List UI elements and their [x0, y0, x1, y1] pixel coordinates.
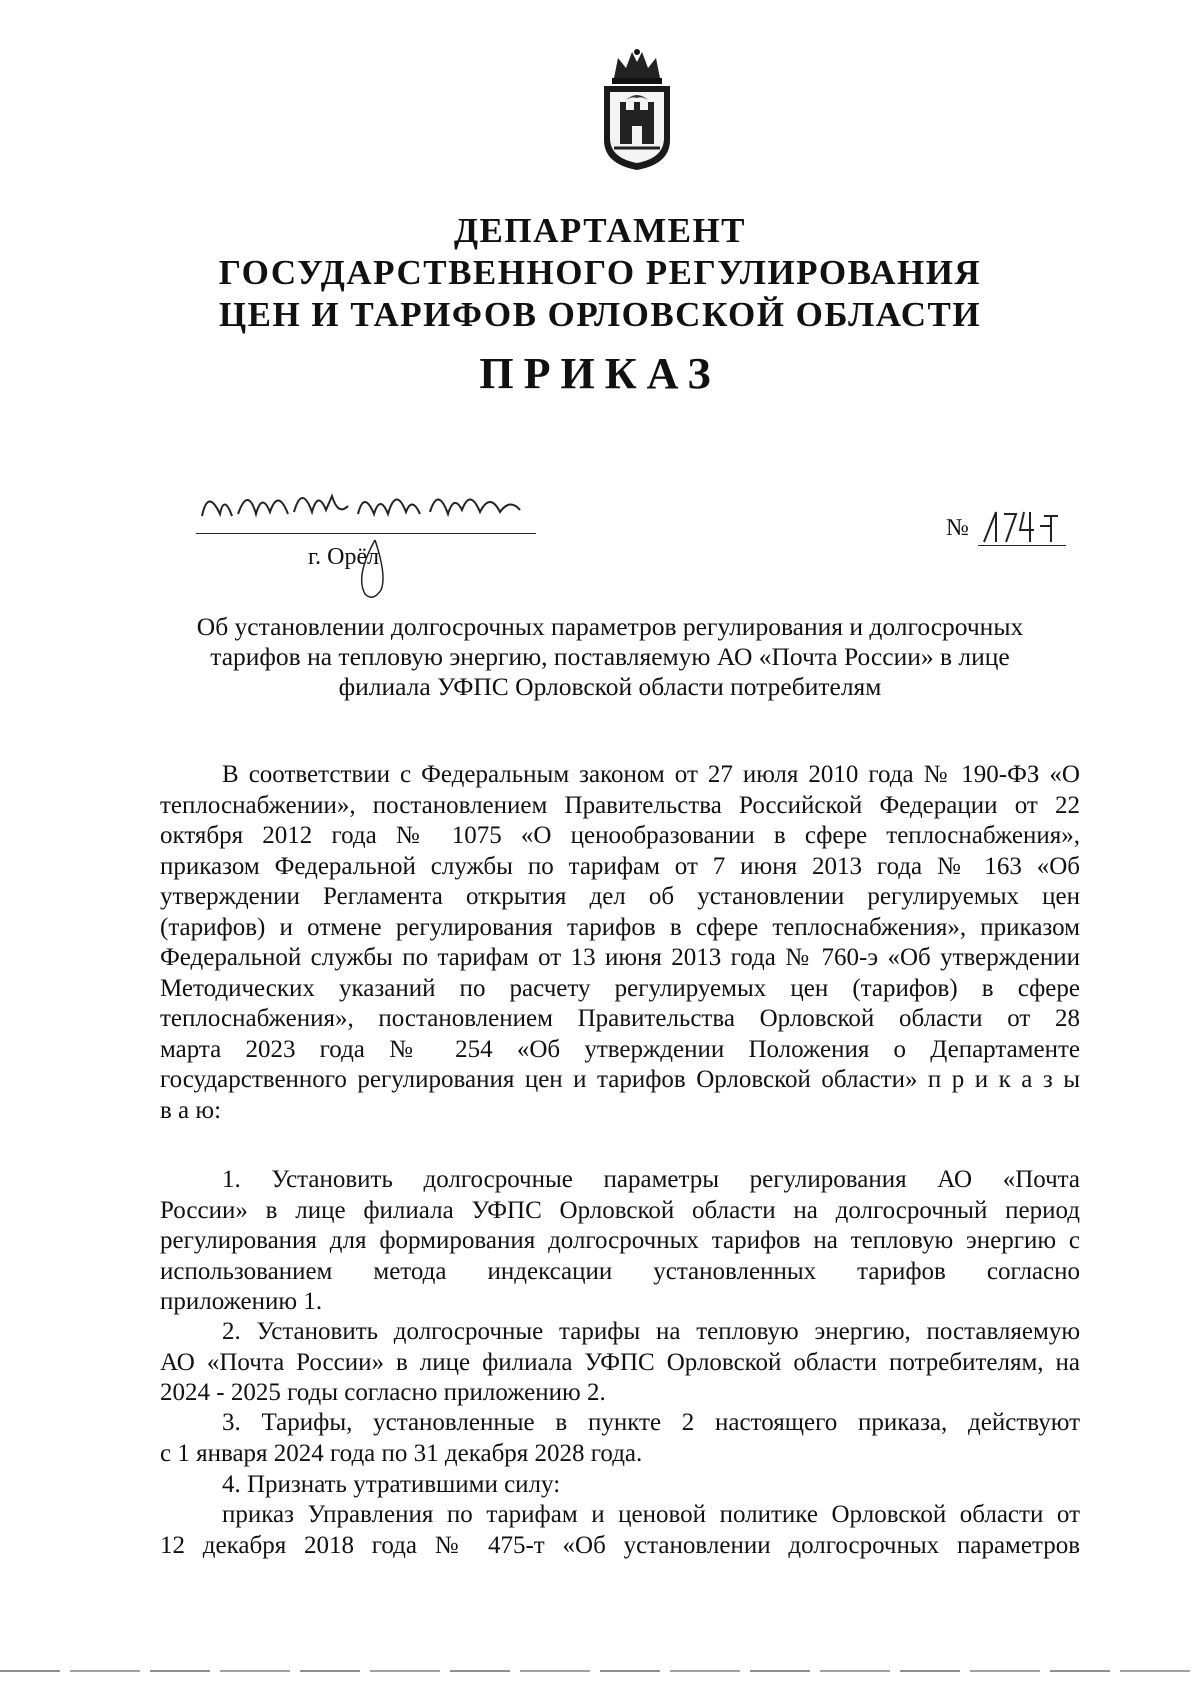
preamble-paragraph [160, 760, 1080, 1126]
text-line: приказ Управления по тарифам и ценовой политике Орловской области от [222, 1501, 1080, 1528]
subject-line: филиала УФПС Орловской области потребителям [338, 672, 882, 701]
subject-line: Об установлении долгосрочных параметров регулирования и долгосрочных [196, 612, 1024, 641]
handwritten-number [980, 506, 1060, 546]
text-line: с 1 января 2024 года по 31 декабря 2028 года. [160, 1439, 643, 1467]
text-line: Федеральной службы по тарифам от 13 июня 2013 года № 760-э «Об утверждении [160, 944, 1080, 971]
text-line: государственного регулирования цен и тарифов Орловской области» п р и к а з ы [160, 1066, 1080, 1093]
text-line: утверждении Регламента открытия дел об установлении регулируемых цен [160, 883, 1080, 910]
text-line: В соответствии с Федеральным законом от 27 июля 2010 года № 190-ФЗ «О [222, 761, 1080, 788]
item-4-text-paragraph [160, 1500, 1080, 1561]
document-subject [180, 612, 1040, 702]
subject-line: тарифов на тепловую энергию, поставляемую АО «Почта России» в лице [210, 642, 1010, 671]
text-line: Методических указаний по расчету регулируемых цен (тарифов) в сфере [160, 974, 1080, 1002]
text-line: использованием метода индексации установленных тарифов согласно [160, 1257, 1080, 1285]
text-line: 3. Тарифы, установленные в пункте 2 настоящего приказа, действуют [222, 1409, 1080, 1436]
text-line: 4. Признать утратившими силу: [222, 1471, 561, 1498]
text-line: России» в лице филиала УФПС Орловской области на долгосрочный период [160, 1196, 1080, 1224]
text-line: 2024 - 2025 годы согласно приложению 2. [160, 1379, 606, 1406]
item-4-paragraph [160, 1470, 1080, 1501]
item-2-paragraph [160, 1317, 1080, 1409]
date-underline [196, 533, 536, 534]
pen-stroke-mark [335, 536, 405, 602]
city-label: г. Орёл [308, 544, 380, 570]
text-line: приказом Федеральной службы по тарифам от 7 июня 2013 года № 163 «Об [160, 852, 1080, 880]
handwritten-date [198, 476, 528, 526]
department-title-line3: ЦЕН И ТАРИФОВ ОРЛОВСКОЙ ОБЛАСТИ [218, 295, 982, 334]
text-line: 2. Установить долгосрочные тарифы на тепловую энергию, поставляемую [222, 1318, 1080, 1345]
text-line: 12 декабря 2018 года № 475-т «Об установлении долгосрочных параметров [160, 1531, 1080, 1559]
document-type-title: ПРИКАЗ [479, 349, 721, 398]
text-line: АО «Почта России» в лице филиала УФПС Орловской области потребителям, на [160, 1348, 1080, 1376]
item-1-paragraph [160, 1165, 1080, 1318]
department-title-line1: ДЕПАРТАМЕНТ [453, 211, 747, 250]
number-label: № [946, 515, 969, 541]
text-line: теплоснабжения», постановлением Правительства Орловской области от 28 [160, 1005, 1080, 1032]
text-line: марта 2023 года № 254 «Об утверждении Положения о Департаменте [160, 1035, 1080, 1063]
text-line: в а ю: [160, 1096, 222, 1124]
text-line: регулирования для формирования долгосрочных тарифов на тепловую энергию с [160, 1227, 1080, 1254]
item-3-paragraph [160, 1408, 1080, 1469]
coat-of-arms-emblem [596, 48, 678, 172]
department-title-line2: ГОСУДАРСТВЕННОГО РЕГУЛИРОВАНИЯ [218, 253, 982, 292]
number-underline [978, 545, 1066, 546]
scan-bottom-edge [0, 1670, 1200, 1672]
text-line: приложению 1. [160, 1288, 323, 1315]
text-line: теплоснабжении», постановлением Правительства Российской Федерации от 22 [160, 791, 1080, 819]
text-line: 1. Установить долгосрочные параметры регулирования АО «Почта [222, 1166, 1080, 1193]
text-line: (тарифов) и отмене регулирования тарифов в сфере теплоснабжения», приказом [160, 913, 1080, 941]
text-line: октября 2012 года № 1075 «О ценообразовании в сфере теплоснабжения», [160, 822, 1080, 849]
